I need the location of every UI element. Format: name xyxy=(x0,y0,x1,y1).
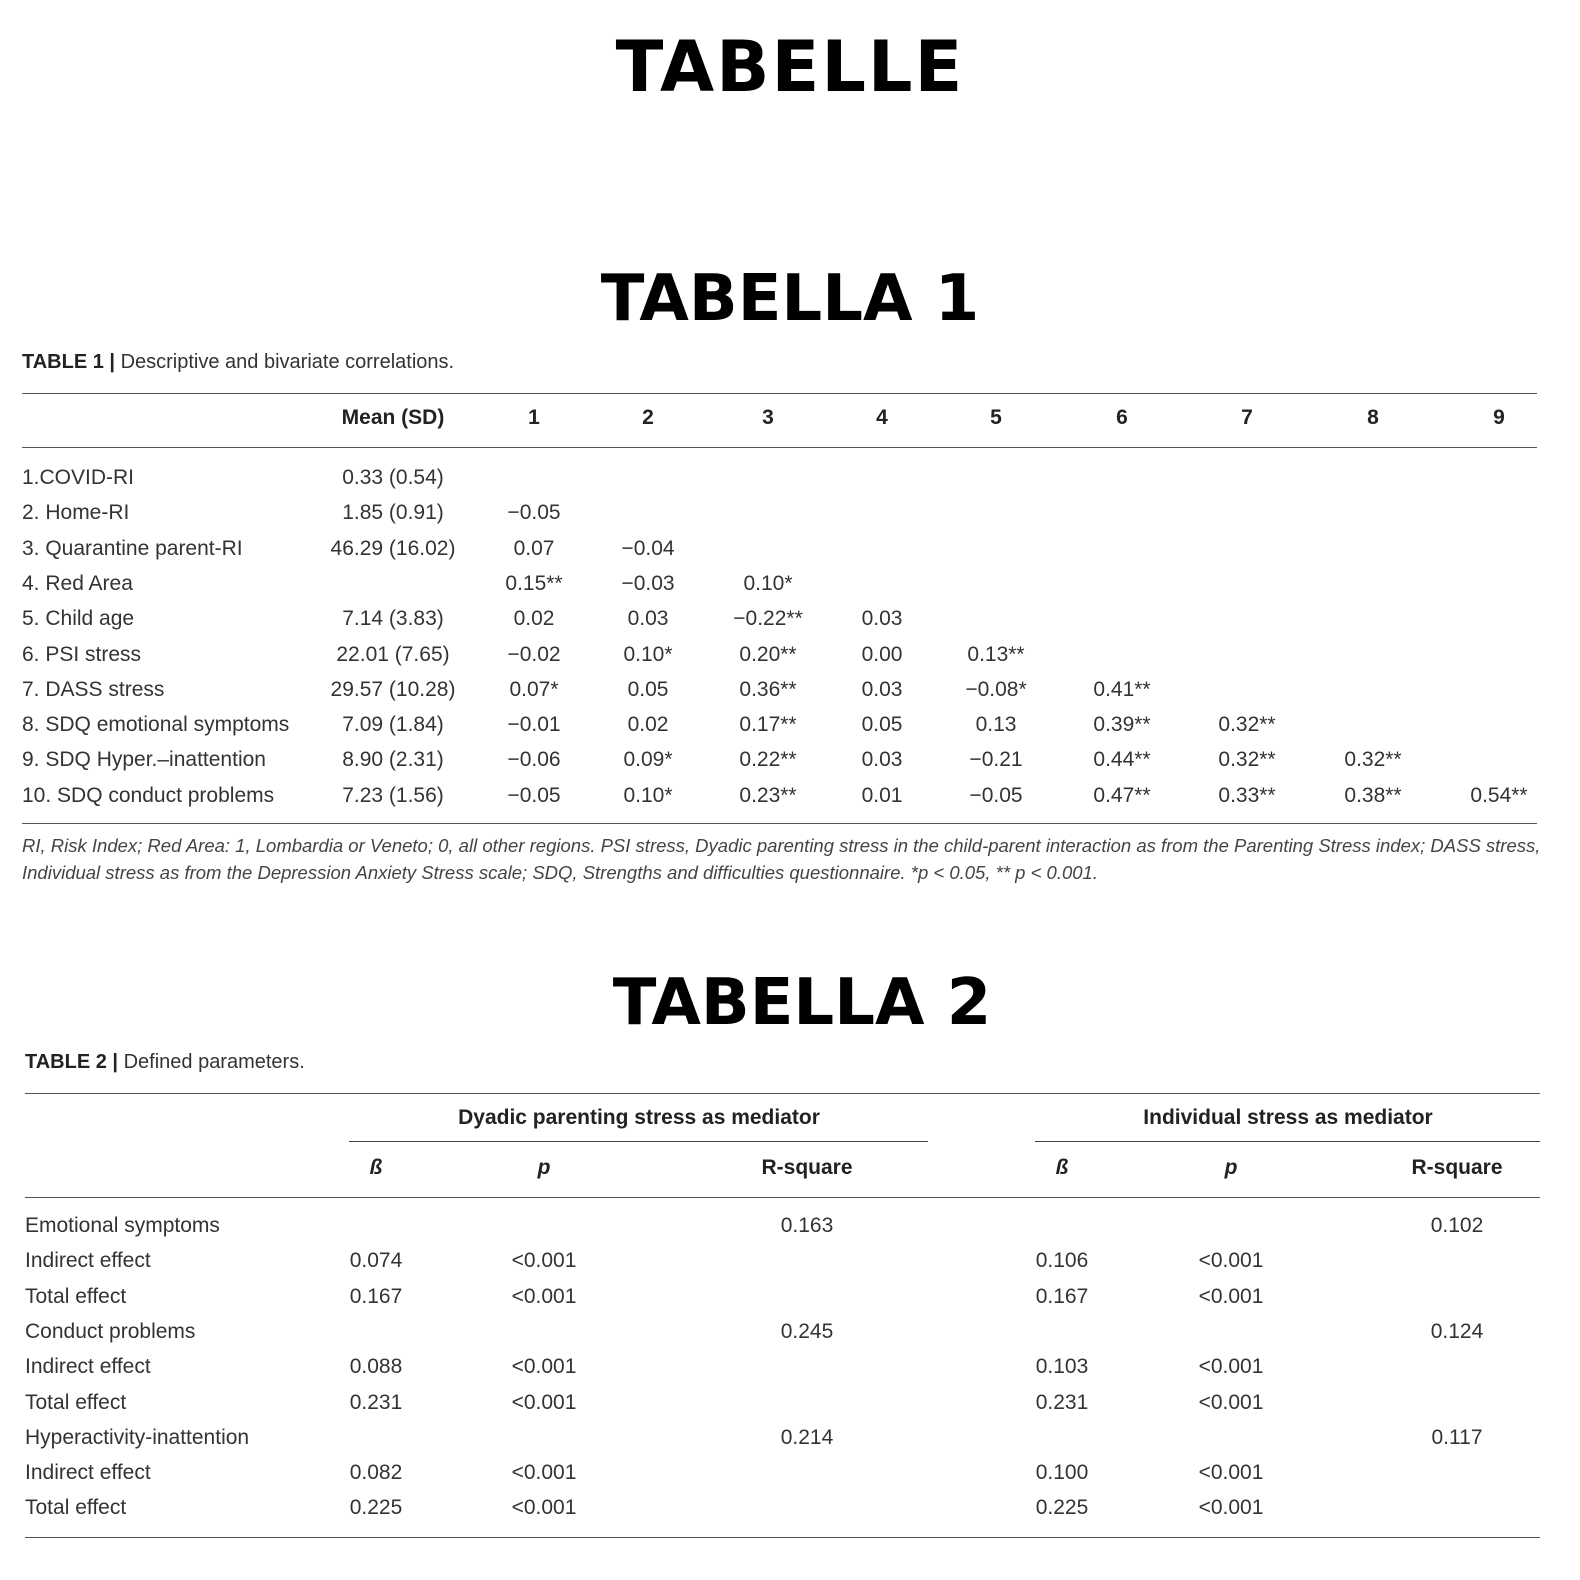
table1-cell: 0.03 xyxy=(861,607,903,630)
table1-cell: 0.02 xyxy=(627,713,669,736)
table2-group1-rule xyxy=(349,1141,928,1142)
table1-cell: 0.03 xyxy=(627,607,669,630)
table1-cell: 0.13** xyxy=(967,643,1025,666)
table1-cell: −0.05 xyxy=(507,784,561,807)
table1-cell: 0.41** xyxy=(1093,678,1151,701)
table1-row-label: 3. Quarantine parent-RI xyxy=(22,537,243,560)
table2-cell: 0.167 xyxy=(349,1285,403,1308)
table1-col-header: 3 xyxy=(762,406,774,429)
table2-cell: 0.225 xyxy=(349,1496,403,1519)
table2-sub-header: p xyxy=(537,1156,551,1179)
table2-cell: 0.088 xyxy=(349,1355,403,1378)
table1-mean-cell: 0.33 (0.54) xyxy=(342,466,444,489)
table1-row-label: 6. PSI stress xyxy=(22,643,142,666)
table1-cell: 0.02 xyxy=(513,607,555,630)
table1-col-header: 9 xyxy=(1493,406,1505,429)
table2-cell: 0.225 xyxy=(1035,1496,1089,1519)
table1-cell: 0.05 xyxy=(627,678,669,701)
table1-cell: −0.08* xyxy=(965,678,1027,701)
table1-top-rule xyxy=(22,393,1537,394)
table1-cell: 0.22** xyxy=(739,748,797,771)
table1-cell: 0.10* xyxy=(623,784,673,807)
table1-cell: 0.05 xyxy=(861,713,903,736)
table2-cell: <0.001 xyxy=(1198,1461,1264,1484)
table1-footnote: RI, Risk Index; Red Area: 1, Lombardia or Veneto; 0, all other regions. PSI stress, Dyadic parenting stress in the child-parent interaction as from the Parenting Stress index; DASS stress, Individual stress as from the Depression Anxiety Stress scale; SDQ, Strengths and difficulties questionnaire. *p < 0.05, ** p < 0.001. xyxy=(22,835,1541,883)
table1-section-title: TABELLA 1 xyxy=(600,262,980,336)
table1-mean-cell: 7.09 (1.84) xyxy=(342,713,444,736)
table1-cell: −0.03 xyxy=(621,572,675,595)
table1-cell: 0.33** xyxy=(1218,784,1276,807)
table1-cell: 0.36** xyxy=(739,678,797,701)
table1-col-header: Mean (SD) xyxy=(341,406,445,429)
table2-caption-text: Defined parameters. xyxy=(118,1051,305,1073)
table1-col-header: 5 xyxy=(990,406,1002,429)
table2-cell: 0.245 xyxy=(780,1320,834,1343)
table1-cell: 0.38** xyxy=(1344,784,1402,807)
table1-cell: 0.54** xyxy=(1470,784,1528,807)
table1-row-label: 4. Red Area xyxy=(22,572,133,595)
table1-cell: −0.02 xyxy=(507,643,561,666)
table1-mean-cell: 22.01 (7.65) xyxy=(336,643,450,666)
table1-cell: 0.07* xyxy=(509,678,559,701)
table2-cell: <0.001 xyxy=(511,1391,577,1414)
table2-sub-header: ß xyxy=(1055,1156,1069,1179)
table2-cell: <0.001 xyxy=(511,1496,577,1519)
table1-cell: −0.05 xyxy=(969,784,1023,807)
table1-cell: 0.13 xyxy=(975,713,1017,736)
table2-sub-header: p xyxy=(1224,1156,1238,1179)
table2-section-title: TABELLA 2 xyxy=(612,966,992,1040)
table1-caption-label: TABLE 1 | xyxy=(22,351,116,373)
table1-cell: −0.01 xyxy=(507,713,561,736)
table2-row-label: Emotional symptoms xyxy=(25,1214,220,1237)
table2-group-header-dyadic: Dyadic parenting stress as mediator xyxy=(458,1106,820,1129)
table2-bottom-rule xyxy=(25,1537,1540,1538)
table2-cell: 0.167 xyxy=(1035,1285,1089,1308)
table2-sub-header: R-square xyxy=(761,1156,853,1179)
table2-cell: <0.001 xyxy=(1198,1496,1264,1519)
table2-group-header-individual: Individual stress as mediator xyxy=(1143,1106,1433,1129)
table2-cell: <0.001 xyxy=(511,1355,577,1378)
table1-cell: 0.20** xyxy=(739,643,797,666)
table1-cell: 0.00 xyxy=(861,643,903,666)
table2-row-label: Hyperactivity-inattention xyxy=(25,1426,250,1449)
table1-col-header: 8 xyxy=(1367,406,1379,429)
table2-header-rule xyxy=(25,1197,1540,1198)
table2-cell: 0.100 xyxy=(1035,1461,1089,1484)
table1-row-label: 7. DASS stress xyxy=(22,678,165,701)
table1-col-header: 7 xyxy=(1241,406,1253,429)
table1-row-label: 5. Child age xyxy=(22,607,135,630)
table1-cell: −0.06 xyxy=(507,748,561,771)
table1-cell: 0.17** xyxy=(739,713,797,736)
page-title: TABELLE xyxy=(615,26,965,108)
table1-mean-cell: 7.14 (3.83) xyxy=(342,607,444,630)
table1-cell: 0.32** xyxy=(1218,748,1276,771)
table2-cell: 0.214 xyxy=(780,1426,834,1449)
table1-cell: −0.04 xyxy=(621,537,675,560)
table1-cell: 0.07 xyxy=(513,537,555,560)
table2-cell: <0.001 xyxy=(511,1249,577,1272)
table1-cell: 0.39** xyxy=(1093,713,1151,736)
table1-cell: 0.15** xyxy=(505,572,563,595)
table2-row-label: Total effect xyxy=(25,1496,127,1519)
table1-caption xyxy=(22,351,454,374)
table1-mean-cell: 29.57 (10.28) xyxy=(330,678,456,701)
table2-sub-header: ß xyxy=(369,1156,383,1179)
table2-caption-label: TABLE 2 | xyxy=(25,1051,119,1073)
table2-group2-rule xyxy=(1035,1141,1540,1142)
table2-cell: <0.001 xyxy=(511,1285,577,1308)
table2-row-label: Indirect effect xyxy=(25,1461,151,1484)
table1-mean-cell: 1.85 (0.91) xyxy=(342,501,444,524)
table1-cell: 0.47** xyxy=(1093,784,1151,807)
table1-cell: 0.10* xyxy=(743,572,793,595)
table2-cell: 0.106 xyxy=(1035,1249,1089,1272)
table1-col-header: 2 xyxy=(642,406,654,429)
table1-cell: −0.05 xyxy=(507,501,561,524)
table1-cell: 0.09* xyxy=(623,748,673,771)
table2-row-label: Conduct problems xyxy=(25,1320,196,1343)
table2-cell: 0.074 xyxy=(349,1249,403,1272)
table2-row-label: Total effect xyxy=(25,1285,127,1308)
table2-cell: <0.001 xyxy=(511,1461,577,1484)
table1-cell: 0.44** xyxy=(1093,748,1151,771)
table2-top-rule xyxy=(25,1093,1540,1094)
table2-cell: 0.102 xyxy=(1430,1214,1484,1237)
table2-cell: <0.001 xyxy=(1198,1249,1264,1272)
table2-cell: 0.082 xyxy=(349,1461,403,1484)
table2-cell: 0.103 xyxy=(1035,1355,1089,1378)
table2-cell: <0.001 xyxy=(1198,1355,1264,1378)
table1-row-label: 9. SDQ Hyper.–inattention xyxy=(22,748,266,771)
table1-row-label: 1.COVID-RI xyxy=(22,466,135,489)
table1-cell: 0.23** xyxy=(739,784,797,807)
table2-cell: <0.001 xyxy=(1198,1285,1264,1308)
table2-caption xyxy=(25,1051,305,1074)
table2-row-label: Total effect xyxy=(25,1391,127,1414)
table1-cell: 0.01 xyxy=(861,784,903,807)
table1-mean-cell: 7.23 (1.56) xyxy=(342,784,444,807)
table2-sub-header: R-square xyxy=(1411,1156,1503,1179)
table1-bottom-rule xyxy=(22,823,1537,824)
table1-col-header: 1 xyxy=(528,406,540,429)
table1-cell: 0.03 xyxy=(861,748,903,771)
table1-cell: 0.32** xyxy=(1344,748,1402,771)
table2-cell: <0.001 xyxy=(1198,1391,1264,1414)
table1-caption-text: Descriptive and bivariate correlations. xyxy=(115,351,455,373)
table2-cell: 0.124 xyxy=(1430,1320,1484,1343)
table2-row-label: Indirect effect xyxy=(25,1355,151,1378)
table1-cell: 0.10* xyxy=(623,643,673,666)
table1-mean-cell: 8.90 (2.31) xyxy=(342,748,444,771)
table1-row-label: 10. SDQ conduct problems xyxy=(22,784,275,807)
table1-header-rule xyxy=(22,447,1537,448)
table2-cell: 0.163 xyxy=(780,1214,834,1237)
table1-row-label: 2. Home-RI xyxy=(22,501,130,524)
table2-cell: 0.231 xyxy=(349,1391,403,1414)
table1-cell: 0.03 xyxy=(861,678,903,701)
table2-cell: 0.231 xyxy=(1035,1391,1089,1414)
table1-col-header: 6 xyxy=(1116,406,1128,429)
table1-mean-cell: 46.29 (16.02) xyxy=(330,537,456,560)
table2-cell: 0.117 xyxy=(1431,1426,1483,1449)
table1-row-label: 8. SDQ emotional symptoms xyxy=(22,713,290,736)
table1-cell: −0.21 xyxy=(969,748,1023,771)
table2-row-label: Indirect effect xyxy=(25,1249,151,1272)
table1-cell: 0.32** xyxy=(1218,713,1276,736)
table1-cell: −0.22** xyxy=(733,607,803,630)
table1-col-header: 4 xyxy=(876,406,888,429)
